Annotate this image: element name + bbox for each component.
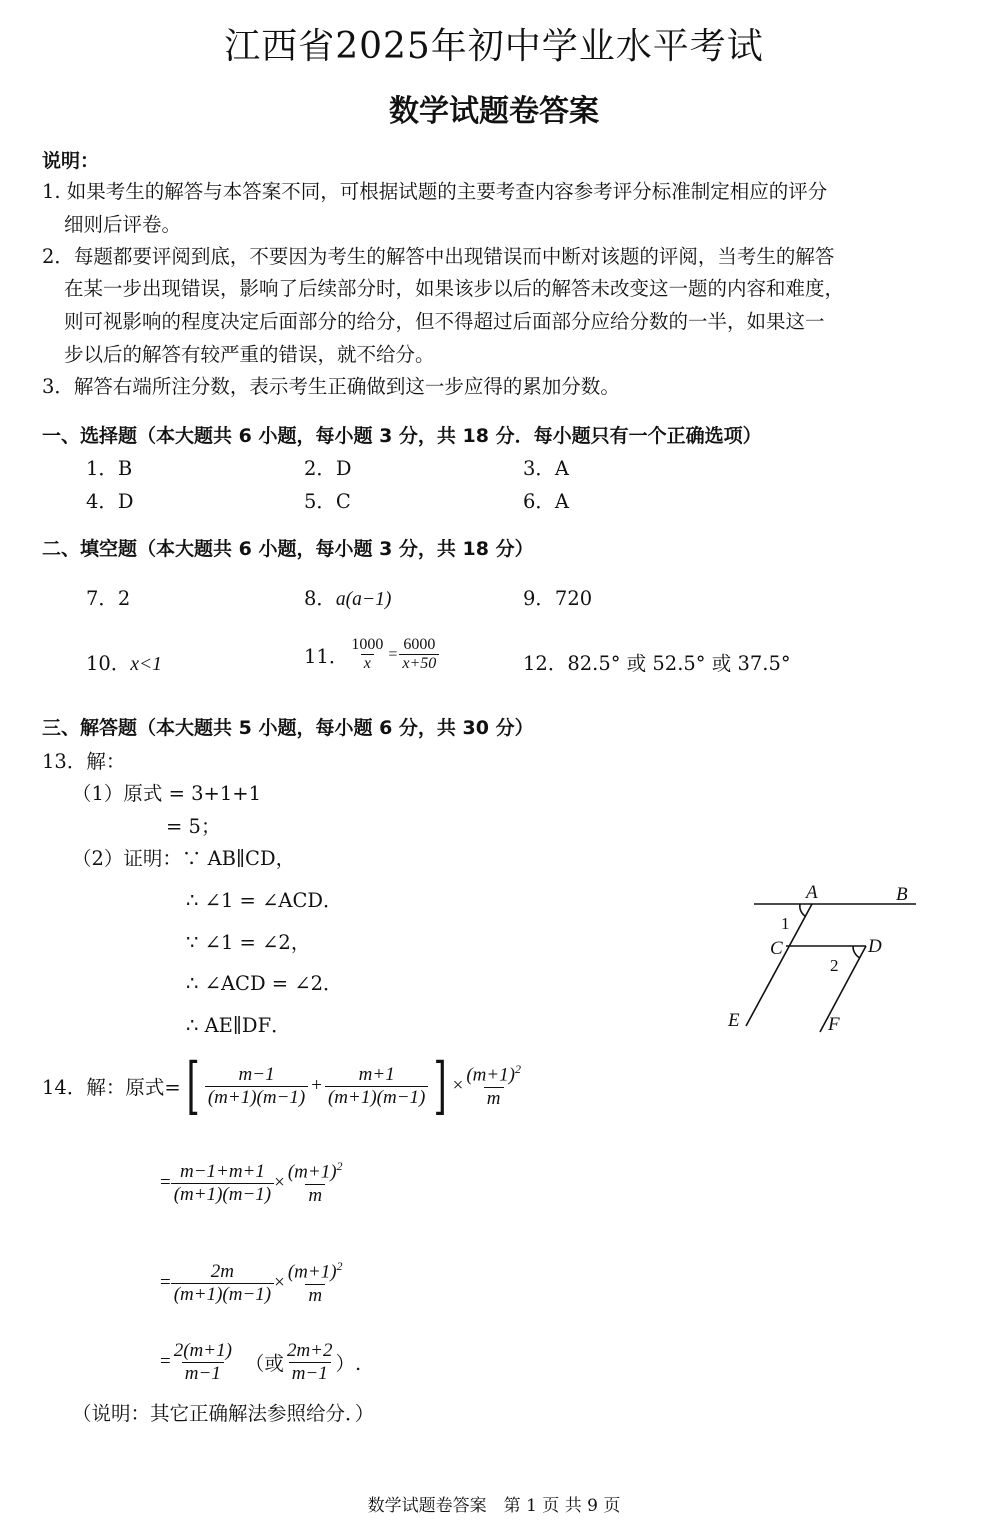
label-angle-2: 2 xyxy=(830,956,839,975)
q14-line1 xyxy=(42,1049,524,1122)
numerator: 2m xyxy=(210,1260,235,1282)
choice-answer: 2．D xyxy=(304,457,352,480)
note-line: 在某一步出现错误，影响了后续部分时，如果该步以后的解答未改变这一题的内容和难度， xyxy=(64,277,845,300)
exponent: 2 xyxy=(515,1062,522,1077)
label-d: D xyxy=(868,936,882,957)
alt-close: ）. xyxy=(335,1352,362,1375)
times-sign: × xyxy=(452,1075,464,1096)
fraction xyxy=(463,1062,524,1109)
denominator: x xyxy=(361,654,374,673)
plus-sign: + xyxy=(311,1075,322,1096)
proof-step: ∵ ∠1 = ∠2， xyxy=(186,931,311,954)
fill-answer-9: 9．720 xyxy=(523,587,593,610)
section1-heading: 一、选择题（本大题共 6 小题，每小题 3 分，共 18 分．每小题只有一个正确选项） xyxy=(42,425,762,447)
fill-label-11: 11． xyxy=(304,644,349,668)
exponent: 2 xyxy=(336,1259,343,1274)
choice-answer: 5．C xyxy=(304,490,351,513)
numerator: m−1+m+1 xyxy=(179,1160,265,1182)
fill-answer-11 xyxy=(304,636,439,673)
fill-answer-7: 7．2 xyxy=(86,587,131,610)
right-bracket: ] xyxy=(433,1049,448,1122)
numerator: 2(m+1) xyxy=(173,1339,232,1361)
note-line: 3．解答右端所注分数，表示考生正确做到这一步应得的累加分数。 xyxy=(42,375,620,398)
q13-part2: （2）证明：∵ AB∥CD， xyxy=(72,847,296,870)
left-bracket: [ xyxy=(186,1049,200,1122)
q14-line3 xyxy=(160,1250,346,1316)
q13-label: 13．解： xyxy=(42,750,126,773)
label-angle-1: 1 xyxy=(781,914,790,933)
label-f: F xyxy=(828,1014,840,1035)
exponent: 2 xyxy=(336,1159,343,1174)
denominator: (m+1)(m−1) xyxy=(171,1183,274,1206)
section2-heading: 二、填空题（本大题共 6 小题，每小题 3 分，共 18 分） xyxy=(42,538,534,560)
label-c: C xyxy=(770,938,783,959)
label-b: B xyxy=(896,884,908,905)
numerator: m+1 xyxy=(358,1063,395,1085)
denominator: (m+1)(m−1) xyxy=(205,1086,308,1109)
numerator: m−1 xyxy=(238,1063,275,1085)
denominator: m−1 xyxy=(289,1362,331,1385)
numerator xyxy=(463,1062,524,1086)
fraction xyxy=(285,1159,346,1206)
section3-heading: 三、解答题（本大题共 5 小题，每小题 6 分，共 30 分） xyxy=(42,717,534,739)
equals-sign: = xyxy=(160,1172,171,1193)
label-a: A xyxy=(806,882,818,903)
q14-line4 xyxy=(160,1332,361,1392)
fraction xyxy=(171,1261,274,1306)
fraction xyxy=(325,1064,428,1109)
choice-answer: 4．D xyxy=(86,490,134,513)
proof-step: ∴ ∠1 = ∠ACD． xyxy=(186,889,343,912)
parallel-lines-figure xyxy=(720,876,930,1046)
fraction xyxy=(205,1064,308,1109)
denominator: (m+1)(m−1) xyxy=(325,1086,428,1109)
line-df xyxy=(820,946,866,1032)
denominator: m xyxy=(305,1284,325,1307)
fill-answer-10 xyxy=(86,648,162,676)
fraction xyxy=(348,636,386,673)
note-line: 则可视影响的程度决定后面部分的给分，但不得超过后面部分应给分数的一半，如果这一 xyxy=(64,310,825,333)
note-line: 1. 如果考生的解答与本答案不同，可根据试题的主要考查内容参考评分标准制定相应的评分 xyxy=(42,180,828,203)
fill-expr-8: a(a−1) xyxy=(335,589,392,610)
denominator: (m+1)(m−1) xyxy=(171,1283,274,1306)
numerator xyxy=(285,1259,346,1283)
proof-step: ∴ ∠ACD = ∠2． xyxy=(186,972,343,995)
denominator: m−1 xyxy=(182,1362,224,1385)
fill-label-8: 8． xyxy=(304,587,336,610)
notes-heading: 说明： xyxy=(42,150,100,172)
angle-2-arc xyxy=(853,946,860,958)
note-line: 细则后评卷。 xyxy=(64,213,182,236)
equals-sign: = xyxy=(160,1272,171,1293)
q14-note: （说明：其它正确解法参照给分．） xyxy=(72,1402,375,1425)
numerator: 1000 xyxy=(351,636,384,653)
times-sign: × xyxy=(274,1272,285,1293)
fraction xyxy=(171,1161,274,1206)
denominator: m xyxy=(305,1184,325,1207)
equals-sign: = xyxy=(388,645,398,663)
line-ae xyxy=(746,904,812,1026)
choice-answer: 1．B xyxy=(86,457,133,480)
choice-answer: 3．A xyxy=(523,457,569,480)
page-subtitle: 数学试题卷答案 xyxy=(389,94,599,129)
squared-base: (m+1) xyxy=(287,1261,337,1283)
fill-label-10: 10． xyxy=(86,652,131,675)
note-line: 2．每题都要评阅到底，不要因为考生的解答中出现错误而中断对该题的评阅，当考生的解答 xyxy=(42,245,835,268)
fraction xyxy=(171,1340,235,1385)
note-line: 步以后的解答有较严重的错误，就不给分。 xyxy=(64,343,435,366)
fraction xyxy=(285,1259,346,1306)
numerator: 2m+2 xyxy=(286,1339,333,1361)
numerator xyxy=(285,1159,346,1183)
fill-answer-12: 12．82.5° 或 52.5° 或 37.5° xyxy=(523,652,791,675)
numerator: 6000 xyxy=(403,636,436,653)
choice-answer: 6．A xyxy=(523,490,569,513)
fill-expr-10: x<1 xyxy=(130,654,162,675)
squared-base: (m+1) xyxy=(287,1161,337,1183)
label-e: E xyxy=(728,1010,740,1031)
q13-part1: （1）原式 = 3+1+1 xyxy=(72,782,262,805)
alt-open: （或 xyxy=(244,1352,284,1375)
proof-step: ∴ AE∥DF． xyxy=(186,1014,291,1037)
squared-base: (m+1) xyxy=(466,1064,516,1086)
angle-1-arc xyxy=(800,904,805,916)
equals-sign: = xyxy=(160,1351,171,1372)
denominator: x+50 xyxy=(399,654,439,673)
fill-answer-8 xyxy=(304,583,391,611)
q14-line2 xyxy=(160,1150,346,1216)
times-sign: × xyxy=(274,1172,285,1193)
fraction xyxy=(399,636,439,673)
q13-part1-result: = 5； xyxy=(166,815,221,838)
page-title: 江西省2025年初中学业水平考试 xyxy=(224,26,764,67)
page-footer: 数学试题卷答案 第 1 页 共 9 页 xyxy=(367,1496,621,1516)
q14-label: 14．解：原式= xyxy=(42,1076,181,1099)
fraction xyxy=(284,1340,336,1385)
denominator: m xyxy=(484,1087,504,1110)
